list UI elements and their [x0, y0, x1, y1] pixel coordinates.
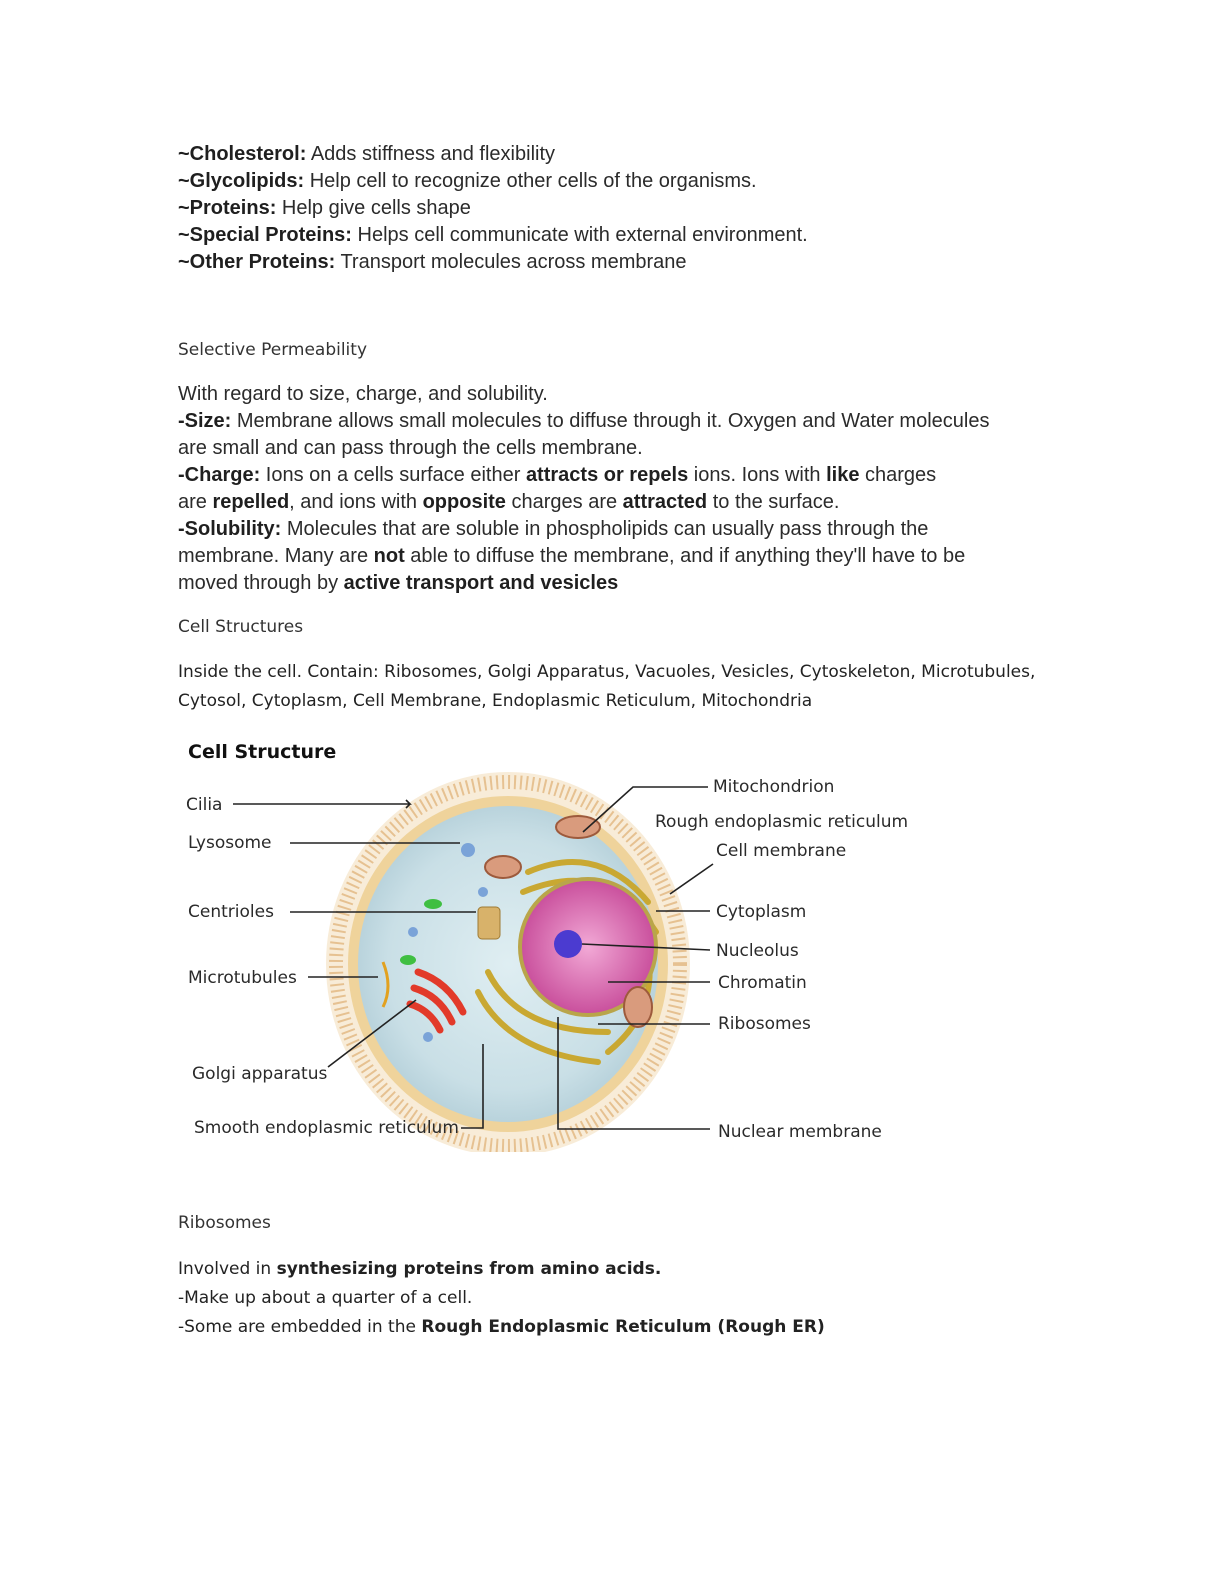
vesicle-shape	[400, 955, 416, 965]
emphasis: not	[373, 545, 405, 567]
term: ~Special Proteins:	[178, 224, 352, 246]
emphasis: attracted	[622, 491, 708, 513]
solubility-text: Molecules that are soluble in phospholipids can usually pass through the	[281, 518, 929, 540]
mitochondrion-shape	[485, 856, 521, 878]
solubility-line-2	[178, 543, 989, 570]
size-text: Membrane allows small molecules to diffuse through it. Oxygen and Water molecules	[231, 410, 990, 432]
emphasis: ER)	[786, 1317, 825, 1337]
solubility-text: able to diffuse the membrane, and if anything they'll have to be	[404, 545, 966, 567]
label-nucleolus: Nucleolus	[716, 941, 799, 961]
label-cell-membrane: Cell membrane	[716, 841, 847, 861]
list-item	[178, 249, 808, 276]
label-ribosomes: Ribosomes	[718, 1014, 811, 1034]
charge-text: Ions on a cells surface either	[260, 464, 526, 486]
nucleolus-shape	[554, 930, 582, 958]
pointer-cell-membrane	[670, 864, 713, 894]
charge-text: charges are	[505, 491, 623, 513]
charge-line	[178, 462, 989, 489]
term: ~Glycolipids:	[178, 170, 305, 192]
charge-text: to the surface.	[707, 491, 840, 513]
label-cilia: Cilia	[186, 795, 223, 815]
cell-structure-diagram	[178, 732, 918, 1152]
figure-title: Cell Structure	[188, 741, 337, 763]
charge-text: are	[178, 491, 213, 513]
label-mitochondrion: Mitochondrion	[713, 777, 835, 797]
list-item	[178, 168, 808, 195]
section-heading-cell-structures: Cell Structures	[178, 617, 304, 637]
label-golgi: Golgi apparatus	[192, 1064, 328, 1084]
emphasis: repelled	[212, 491, 290, 513]
ribosomes-text: -Some are embedded in the	[178, 1317, 422, 1337]
definition: Help cell to recognize other cells of the organisms.	[304, 170, 757, 192]
emphasis: attracts or repels	[525, 464, 689, 486]
emphasis: active transport and vesicles	[343, 572, 619, 594]
cell-structures-line: Inside the cell. Contain: Ribosomes, Golgi Apparatus, Vacuoles, Vesicles, Cytoskeleton, Microtubules,	[178, 662, 1036, 682]
emphasis: Rough Endoplasmic Reticulum (Rough	[421, 1317, 787, 1337]
pointer-cilia	[233, 800, 410, 808]
cell-structures-body	[178, 658, 1078, 716]
selective-permeability-body	[178, 381, 989, 597]
ribosomes-line	[178, 1255, 825, 1284]
list-item	[178, 222, 808, 249]
definition: Help give cells shape	[276, 197, 471, 219]
label-cytoplasm: Cytoplasm	[716, 902, 807, 922]
vesicle-shape	[408, 927, 418, 937]
ribosomes-line-3	[178, 1313, 825, 1342]
membrane-components-list	[178, 141, 808, 276]
label-centrioles: Centrioles	[188, 902, 274, 922]
term: ~Cholesterol:	[178, 143, 307, 165]
vesicle-shape	[424, 899, 442, 909]
emphasis: like	[826, 464, 860, 486]
label-nuclear-membrane: Nuclear membrane	[718, 1122, 882, 1142]
list-item	[178, 141, 808, 168]
solubility-text: membrane. Many are	[178, 545, 374, 567]
label-rough-er: Rough endoplasmic reticulum	[655, 812, 909, 832]
definition: Adds stiffness and flexibility	[306, 143, 556, 165]
intro-line: With regard to size, charge, and solubility.	[178, 383, 548, 405]
vesicle-shape	[423, 1032, 433, 1042]
charge-text: , and ions with	[289, 491, 423, 513]
solubility-line	[178, 516, 989, 543]
label-microtubules: Microtubules	[188, 968, 297, 988]
charge-text: ions. Ions with	[688, 464, 827, 486]
charge-term: -Charge:	[178, 464, 261, 486]
charge-text: charges	[859, 464, 937, 486]
ribosomes-text: Involved in	[178, 1259, 277, 1279]
list-item	[178, 195, 808, 222]
emphasis: opposite	[422, 491, 506, 513]
centriole-shape	[478, 907, 500, 939]
label-chromatin: Chromatin	[718, 973, 807, 993]
solubility-term: -Solubility:	[178, 518, 282, 540]
solubility-text: moved through by	[178, 572, 344, 594]
definition: Helps cell communicate with external environment.	[351, 224, 808, 246]
solubility-line-3	[178, 570, 989, 597]
charge-line-2	[178, 489, 989, 516]
mitochondrion-shape	[556, 816, 600, 838]
section-heading-ribosomes: Ribosomes	[178, 1213, 271, 1233]
label-lysosome: Lysosome	[188, 833, 272, 853]
term: ~Other Proteins:	[178, 251, 336, 273]
definition: Transport molecules across membrane	[335, 251, 687, 273]
section-heading-selective-permeability: Selective Permeability	[178, 340, 368, 360]
ribosomes-line-2: -Make up about a quarter of a cell.	[178, 1288, 473, 1308]
label-smooth-er: Smooth endoplasmic reticulum	[194, 1118, 459, 1138]
vesicle-shape	[478, 887, 488, 897]
lysosome-shape	[461, 843, 475, 857]
ribosomes-body	[178, 1255, 825, 1342]
mitochondrion-shape	[624, 987, 652, 1027]
size-line-2: are small and can pass through the cells membrane.	[178, 437, 643, 459]
cell-structures-line-2: Cytosol, Cytoplasm, Cell Membrane, Endoplasmic Reticulum, Mitochondria	[178, 691, 813, 711]
term: ~Proteins:	[178, 197, 277, 219]
size-line	[178, 408, 989, 435]
size-term: -Size:	[178, 410, 232, 432]
emphasis: synthesizing proteins from amino acids.	[276, 1259, 662, 1279]
